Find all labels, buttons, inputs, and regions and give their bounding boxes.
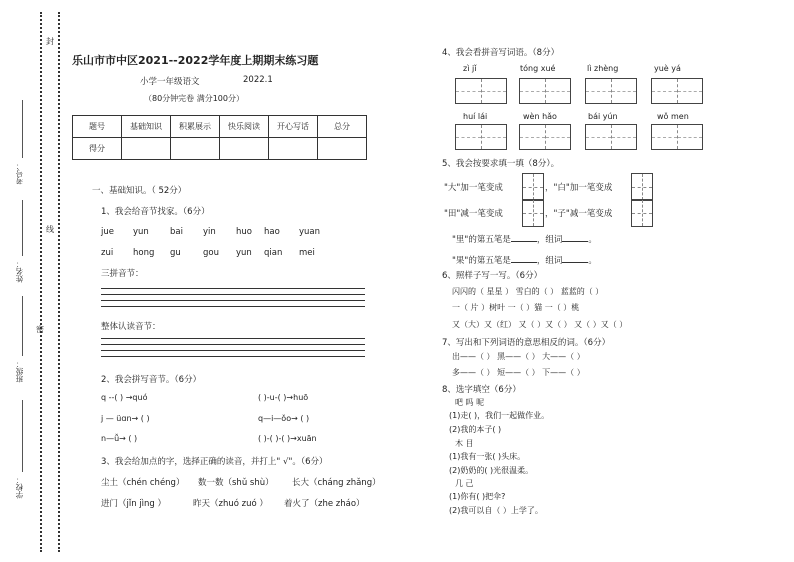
q7-title: 7、写出和下列词语的意思相反的词。（6分） [442,338,611,348]
section1-title: 一、基础知识。（ 52分） [92,186,187,196]
writing-grid[interactable] [651,78,703,104]
char-box[interactable] [522,173,544,201]
score-header-cell: 积累展示 [171,116,220,138]
pinyin-row2-item: zui [101,248,114,258]
q8-line: (2)奶奶的( )光很温柔。 [449,466,534,475]
q6-line: 闪闪的（ 星星 ） 雪白的（ ） 蓝蓝的（ ） [452,287,604,296]
writing-grid[interactable] [455,124,507,150]
spell-item: q --( ) →quó [101,393,148,402]
banji-line [22,296,23,356]
pinyin-row1-item: jue [101,227,114,237]
q1-title: 1、我会给音节找家。（6分） [101,207,210,217]
q5-li: "里"的第五笔是 ，组词 。 [452,235,597,245]
zhengti-label: 整体认读音节： [101,322,161,332]
xuexiao-line [22,400,23,472]
score-table [72,115,367,160]
writing-grid[interactable] [585,78,637,104]
q4-pinyin: huí lái [463,112,488,121]
sanpin-label: 三拼音节： [101,269,144,279]
q4-pinyin: tóng xué [520,64,556,73]
pinyin-row1-item: yin [203,227,216,237]
pinyin-row2-item: hong [133,248,155,258]
score-header-cell: 总分 [318,116,367,138]
kaohao-line [22,100,23,158]
answer-line[interactable] [101,338,365,339]
q4-pinyin: wǒ men [657,112,689,121]
exam-date: 2022.1 [243,75,273,85]
answer-line[interactable] [101,350,365,351]
writing-grid[interactable] [585,124,637,150]
q8-line: (2)我的本子( ) [449,425,502,434]
pinyin-row2-item: gou [203,248,219,258]
pinyin-row1-item: bai [170,227,183,237]
q8-title: 8、选字填空（6分） [442,385,521,395]
score-cell[interactable] [220,138,269,160]
pinyin-row1-item: yun [133,227,149,237]
score-cell[interactable] [318,138,367,160]
margin-mi: 密 [36,325,44,334]
answer-line[interactable] [101,288,365,289]
answer-line[interactable] [101,344,365,345]
writing-grid[interactable] [651,124,703,150]
q8-line: (1)我有一张( )头床。 [449,452,526,461]
char-box[interactable] [631,199,653,227]
answer-line[interactable] [101,306,365,307]
writing-grid[interactable] [519,78,571,104]
score-header-cell: 快乐阅读 [220,116,269,138]
spell-item: n—ǚ→ ( ) [101,434,138,443]
score-header-cell: 基础知识 [122,116,171,138]
choose-item: 长大（cháng zhǎng） [292,478,381,488]
q6-title: 6、照样子写一写。（6分） [442,271,543,281]
score-cell[interactable] [122,138,171,160]
q4-pinyin: zì jǐ [463,64,477,73]
xuexiao-label: 学校： [15,476,24,499]
pinyin-row2-item: qian [264,248,283,258]
spell-item: ( )-u-( )→huō [258,393,309,402]
choose-item: 着火了（zhe zháo） [284,499,365,509]
q4-pinyin: wèn hǎo [523,112,557,121]
pinyin-row1-item: yuan [299,227,321,237]
blank[interactable] [511,241,537,242]
choose-item: 尘土（chén chéng） [101,478,185,488]
q6-line: 又（大）又（红） 又（ ）又（ ） 又（ ）又（ ） [452,320,628,329]
q5-title: 5、我会按要求填一填（8分）。 [442,159,560,169]
q5-text: "大"加一笔变成 [444,183,503,193]
q3-title: 3、我会给加点的字，选择正确的读音，并打上" √"。（6分） [101,457,328,467]
score-cell[interactable] [171,138,220,160]
pinyin-row2-item: mei [299,248,315,258]
q4-pinyin: lì zhèng [587,64,619,73]
writing-grid[interactable] [519,124,571,150]
q7-line: 多——（ ） 短——（ ） 下——（ ） [452,368,585,377]
q2-title: 2、我会拼写音节。（6分） [101,375,202,385]
score-header-cell: 题号 [73,116,122,138]
kaohao-label: 考号： [15,162,24,185]
score-header-cell: 开心写话 [269,116,318,138]
q5-text: ，"子"减一笔变成 [545,209,613,219]
q8-line: (1)你有( )把伞? [449,492,506,501]
char-box[interactable] [522,199,544,227]
blank[interactable] [562,241,588,242]
q8-line: 吧 吗 呢 [455,398,485,407]
pinyin-row1-item: hao [264,227,280,237]
subject: 小学一年级语文 [140,77,200,87]
q8-line: 木 目 [455,439,474,448]
q6-line: 一（ 片 ）树叶 一（ ）猫 一（ ）桃 [452,303,580,312]
exam-info: （80分钟完卷 满分100分） [144,94,244,103]
answer-line[interactable] [101,294,365,295]
margin-xian: 线 [46,225,54,234]
writing-grid[interactable] [455,78,507,104]
exam-title: 乐山市市中区2021--2022学年度上期期末练习题 [72,54,319,67]
banji-label: 班级： [15,360,24,383]
cut-dotted-line [58,12,60,552]
answer-line[interactable] [101,356,365,357]
binding-dotted-line [40,12,42,552]
q4-title: 4、我会看拼音写词语。（8分） [442,48,560,58]
q4-pinyin: yuè yá [654,64,681,73]
q5-text: ，"白"加一笔变成 [545,183,613,193]
q8-line: (1)走( )，我们一起做作业。 [449,411,550,420]
q5-guo: "果"的第五笔是 ，组词 。 [452,256,597,266]
choose-item: 昨天（zhuó zuó ） [193,499,268,509]
margin-ding: 封 [46,37,54,46]
xingming-line [22,200,23,256]
char-box[interactable] [631,173,653,201]
choose-item: 数一数（shǔ shù） [198,478,274,488]
spell-item: j — üɑn→ ( ) [101,414,150,423]
score-cell[interactable] [269,138,318,160]
pinyin-row2-item: yun [236,248,252,258]
pinyin-row1-item: huo [236,227,252,237]
blank[interactable] [511,262,537,263]
spell-item: ( )-( )-( )→xuān [258,434,317,443]
answer-line[interactable] [101,300,365,301]
q4-pinyin: bái yún [588,112,618,121]
blank[interactable] [562,262,588,263]
q8-line: (2)我可以自（ ）上学了。 [449,506,543,515]
score-row-label: 得分 [73,138,122,160]
xingming-label: 姓名： [15,260,24,283]
q5-text: "田"减一笔变成 [444,209,503,219]
q8-line: 几 己 [455,479,474,488]
q7-line: 出——（ ） 黑——（ ） 大——（ ） [452,352,585,361]
choose-item: 进门（jǐn jìng ） [101,499,167,509]
spell-item: q—i—ǒo→ ( ) [258,414,310,423]
pinyin-row2-item: gu [170,248,181,258]
